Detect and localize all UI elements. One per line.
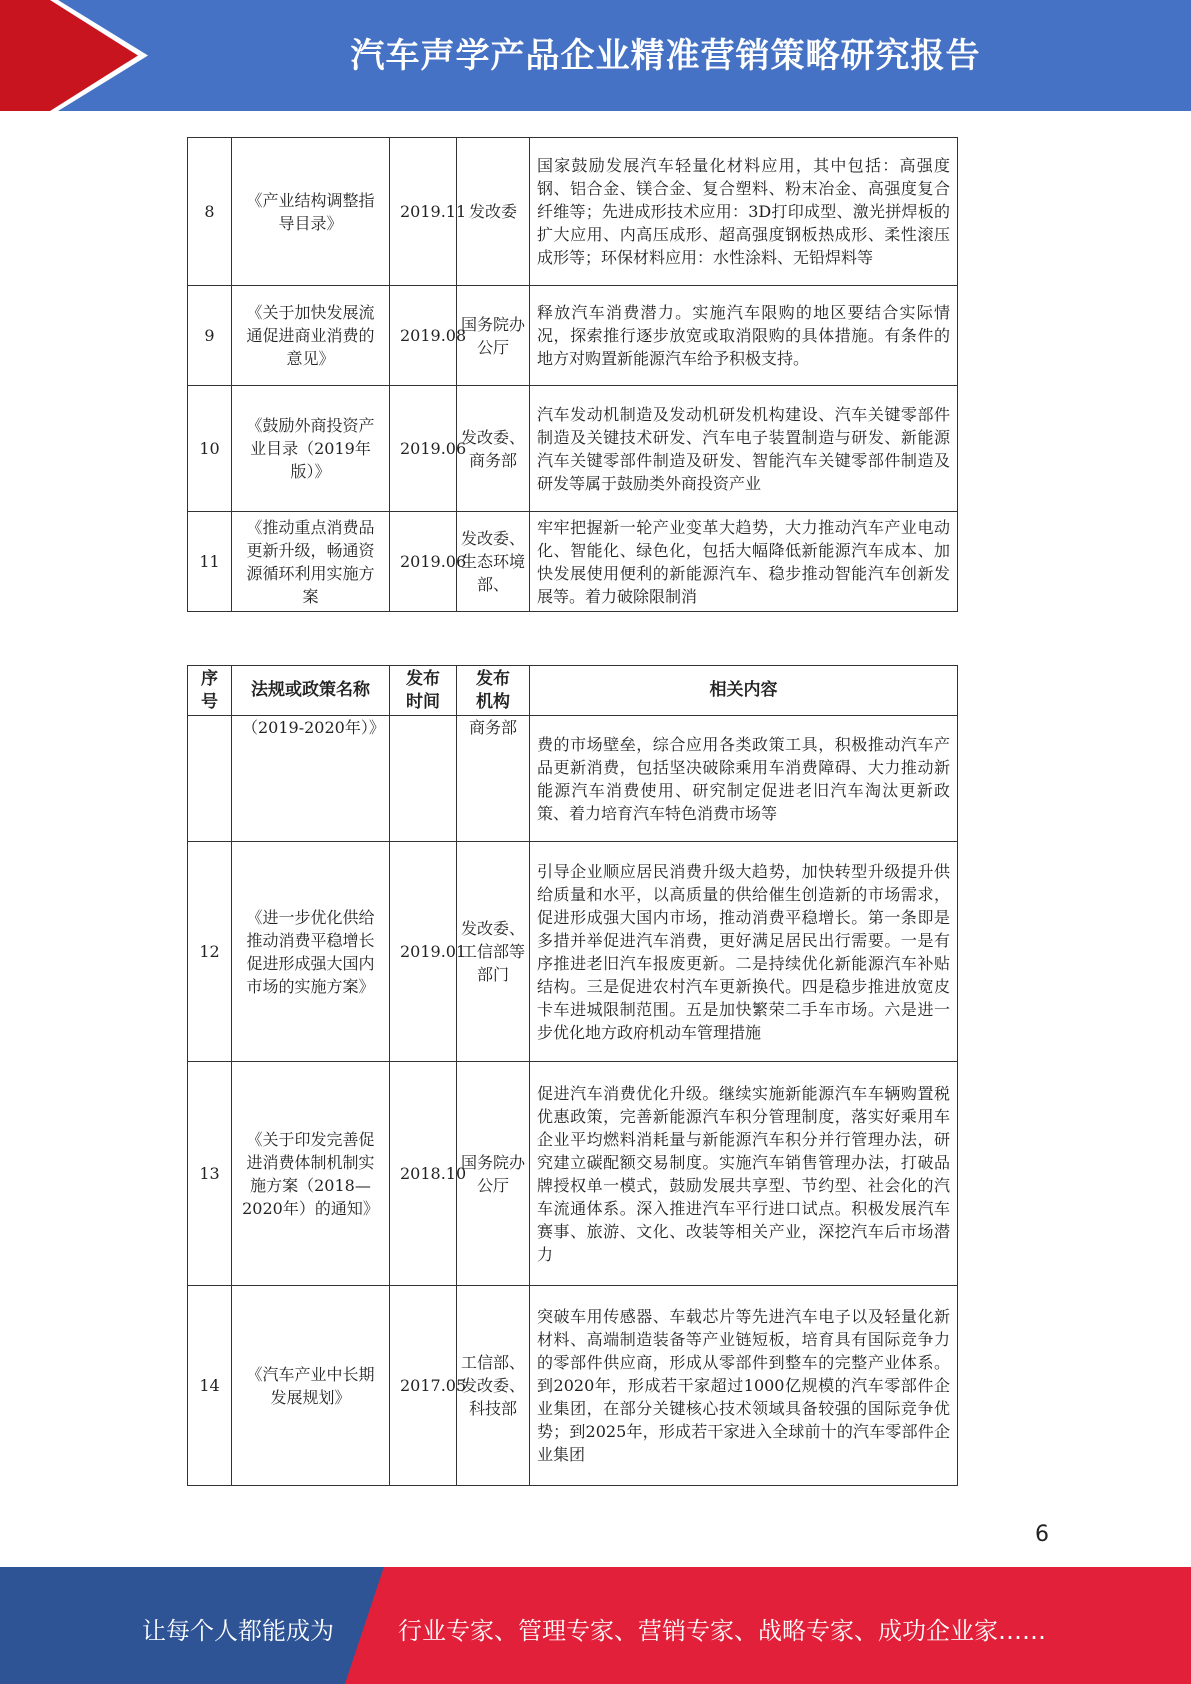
publishing-agency: 发改委 [457, 138, 530, 286]
publish-date: 2019.11 [390, 138, 457, 286]
table-row [188, 386, 958, 512]
table-header-row [188, 666, 958, 716]
page-number: 6 [1035, 1522, 1049, 1547]
row-number [188, 716, 232, 842]
footer-slogan-left: 让每个人都能成为 [142, 1617, 334, 1645]
table-row [188, 512, 958, 612]
publishing-agency: 发改委、商务部 [457, 386, 530, 512]
policy-name: （2019-2020年）》 [232, 716, 390, 842]
publish-date: 2018.10 [390, 1062, 457, 1286]
related-content: 费的市场壁垒，综合应用各类政策工具，积极推动汽车产品更新消费，包括坚决破除乘用车消费障碍、大力推动新能源汽车消费使用、研究制定促进老旧汽车淘汰更新政策、着力培育汽车特色消费市场等 [530, 716, 958, 842]
policy-table-1 [187, 137, 958, 612]
publishing-agency: 国务院办公厅 [457, 286, 530, 386]
policy-name: 《关于印发完善促进消费体制机制实施方案（2018—2020年）的通知》 [232, 1062, 390, 1286]
header-org: 发布机构 [457, 666, 530, 716]
table-row [188, 842, 958, 1062]
policy-name: 《关于加快发展流通促进商业消费的意见》 [232, 286, 390, 386]
related-content: 促进汽车消费优化升级。继续实施新能源汽车车辆购置税优惠政策，完善新能源汽车积分管理制度，落实好乘用车企业平均燃料消耗量与新能源汽车积分并行管理办法，研究建立碳配额交易制度。实施汽车销售管理办法，打破品牌授权单一模式，鼓励发展共享型、节约型、社会化的汽车流通体系。深入推进汽车平行进口试点。积极发展汽车赛事、旅游、文化、改装等相关产业，深挖汽车后市场潜力 [530, 1062, 958, 1286]
publish-date: 2017.05 [390, 1286, 457, 1486]
publishing-agency: 发改委、生态环境部、 [457, 512, 530, 612]
table-row [188, 1286, 958, 1486]
row-number: 14 [188, 1286, 232, 1486]
policy-table-2 [187, 665, 958, 1486]
header-name: 法规或政策名称 [232, 666, 390, 716]
policy-name: 《产业结构调整指导目录》 [232, 138, 390, 286]
header-arrow-icon [0, 0, 150, 111]
row-number: 12 [188, 842, 232, 1062]
table-row [188, 716, 958, 842]
footer-slogan-right: 行业专家、管理专家、营销专家、战略专家、成功企业家…… [398, 1617, 1046, 1645]
publish-date [390, 716, 457, 842]
publish-date: 2019.01 [390, 842, 457, 1062]
policy-name: 《进一步优化供给推动消费平稳增长促进形成强大国内市场的实施方案》 [232, 842, 390, 1062]
policy-name: 《推动重点消费品更新升级，畅通资源循环利用实施方案 [232, 512, 390, 612]
related-content: 牢牢把握新一轮产业变革大趋势，大力推动汽车产业电动化、智能化、绿色化，包括大幅降低新能源汽车成本、加快发展使用便利的新能源汽车、稳步推动智能汽车创新发展等。着力破除限制消 [530, 512, 958, 612]
publish-date: 2019.08 [390, 286, 457, 386]
row-number: 13 [188, 1062, 232, 1286]
footer-banner [0, 1567, 1191, 1684]
row-number: 10 [188, 386, 232, 512]
related-content: 引导企业顺应居民消费升级大趋势，加快转型升级提升供给质量和水平，以高质量的供给催生创造新的市场需求，促进形成强大国内市场，推动消费平稳增长。第一条即是多措并举促进汽车消费，更好满足居民出行需要。一是有序推进老旧汽车报废更新。二是持续优化新能源汽车补贴结构。三是促进农村汽车更新换代。四是稳步推进放宽皮卡车进城限制范围。五是加快繁荣二手车市场。六是进一步优化地方政府机动车管理措施 [530, 842, 958, 1062]
policy-name: 《汽车产业中长期发展规划》 [232, 1286, 390, 1486]
publish-date: 2019.06 [390, 512, 457, 612]
table-row [188, 1062, 958, 1286]
report-title: 汽车声学产品企业精准营销策略研究报告 [350, 36, 981, 76]
publishing-agency: 商务部 [457, 716, 530, 842]
table-row [188, 138, 958, 286]
related-content: 释放汽车消费潜力。实施汽车限购的地区要结合实际情况，探索推行逐步放宽或取消限购的具体措施。有条件的地方对购置新能源汽车给予积极支持。 [530, 286, 958, 386]
table-row [188, 286, 958, 386]
header-no: 序号 [188, 666, 232, 716]
header-banner [0, 0, 1191, 111]
publishing-agency: 发改委、工信部等部门 [457, 842, 530, 1062]
publishing-agency: 国务院办公厅 [457, 1062, 530, 1286]
row-number: 9 [188, 286, 232, 386]
related-content: 汽车发动机制造及发动机研发机构建设、汽车关键零部件制造及关键技术研发、汽车电子装置制造与研发、新能源汽车关键零部件制造及研发、智能汽车关键零部件制造及研发等属于鼓励类外商投资产业 [530, 386, 958, 512]
row-number: 11 [188, 512, 232, 612]
related-content: 国家鼓励发展汽车轻量化材料应用，其中包括：高强度钢、铝合金、镁合金、复合塑料、粉末冶金、高强度复合纤维等；先进成形技术应用：3D打印成型、激光拼焊板的扩大应用、内高压成形、超高强度钢板热成形、柔性滚压成形等；环保材料应用：水性涂料、无铅焊料等 [530, 138, 958, 286]
publishing-agency: 工信部、发改委、科技部 [457, 1286, 530, 1486]
header-content: 相关内容 [530, 666, 958, 716]
related-content: 突破车用传感器、车载芯片等先进汽车电子以及轻量化新材料、高端制造装备等产业链短板，培育具有国际竞争力的零部件供应商，形成从零部件到整车的完整产业体系。到2020年，形成若干家超过1000亿规模的汽车零部件企业集团，在部分关键核心技术领域具备较强的国际竞争优势；到2025年，形成若干家进入全球前十的汽车零部件企业集团 [530, 1286, 958, 1486]
policy-name: 《鼓励外商投资产业目录（2019年版）》 [232, 386, 390, 512]
row-number: 8 [188, 138, 232, 286]
publish-date: 2019.06 [390, 386, 457, 512]
header-date: 发布时间 [390, 666, 457, 716]
